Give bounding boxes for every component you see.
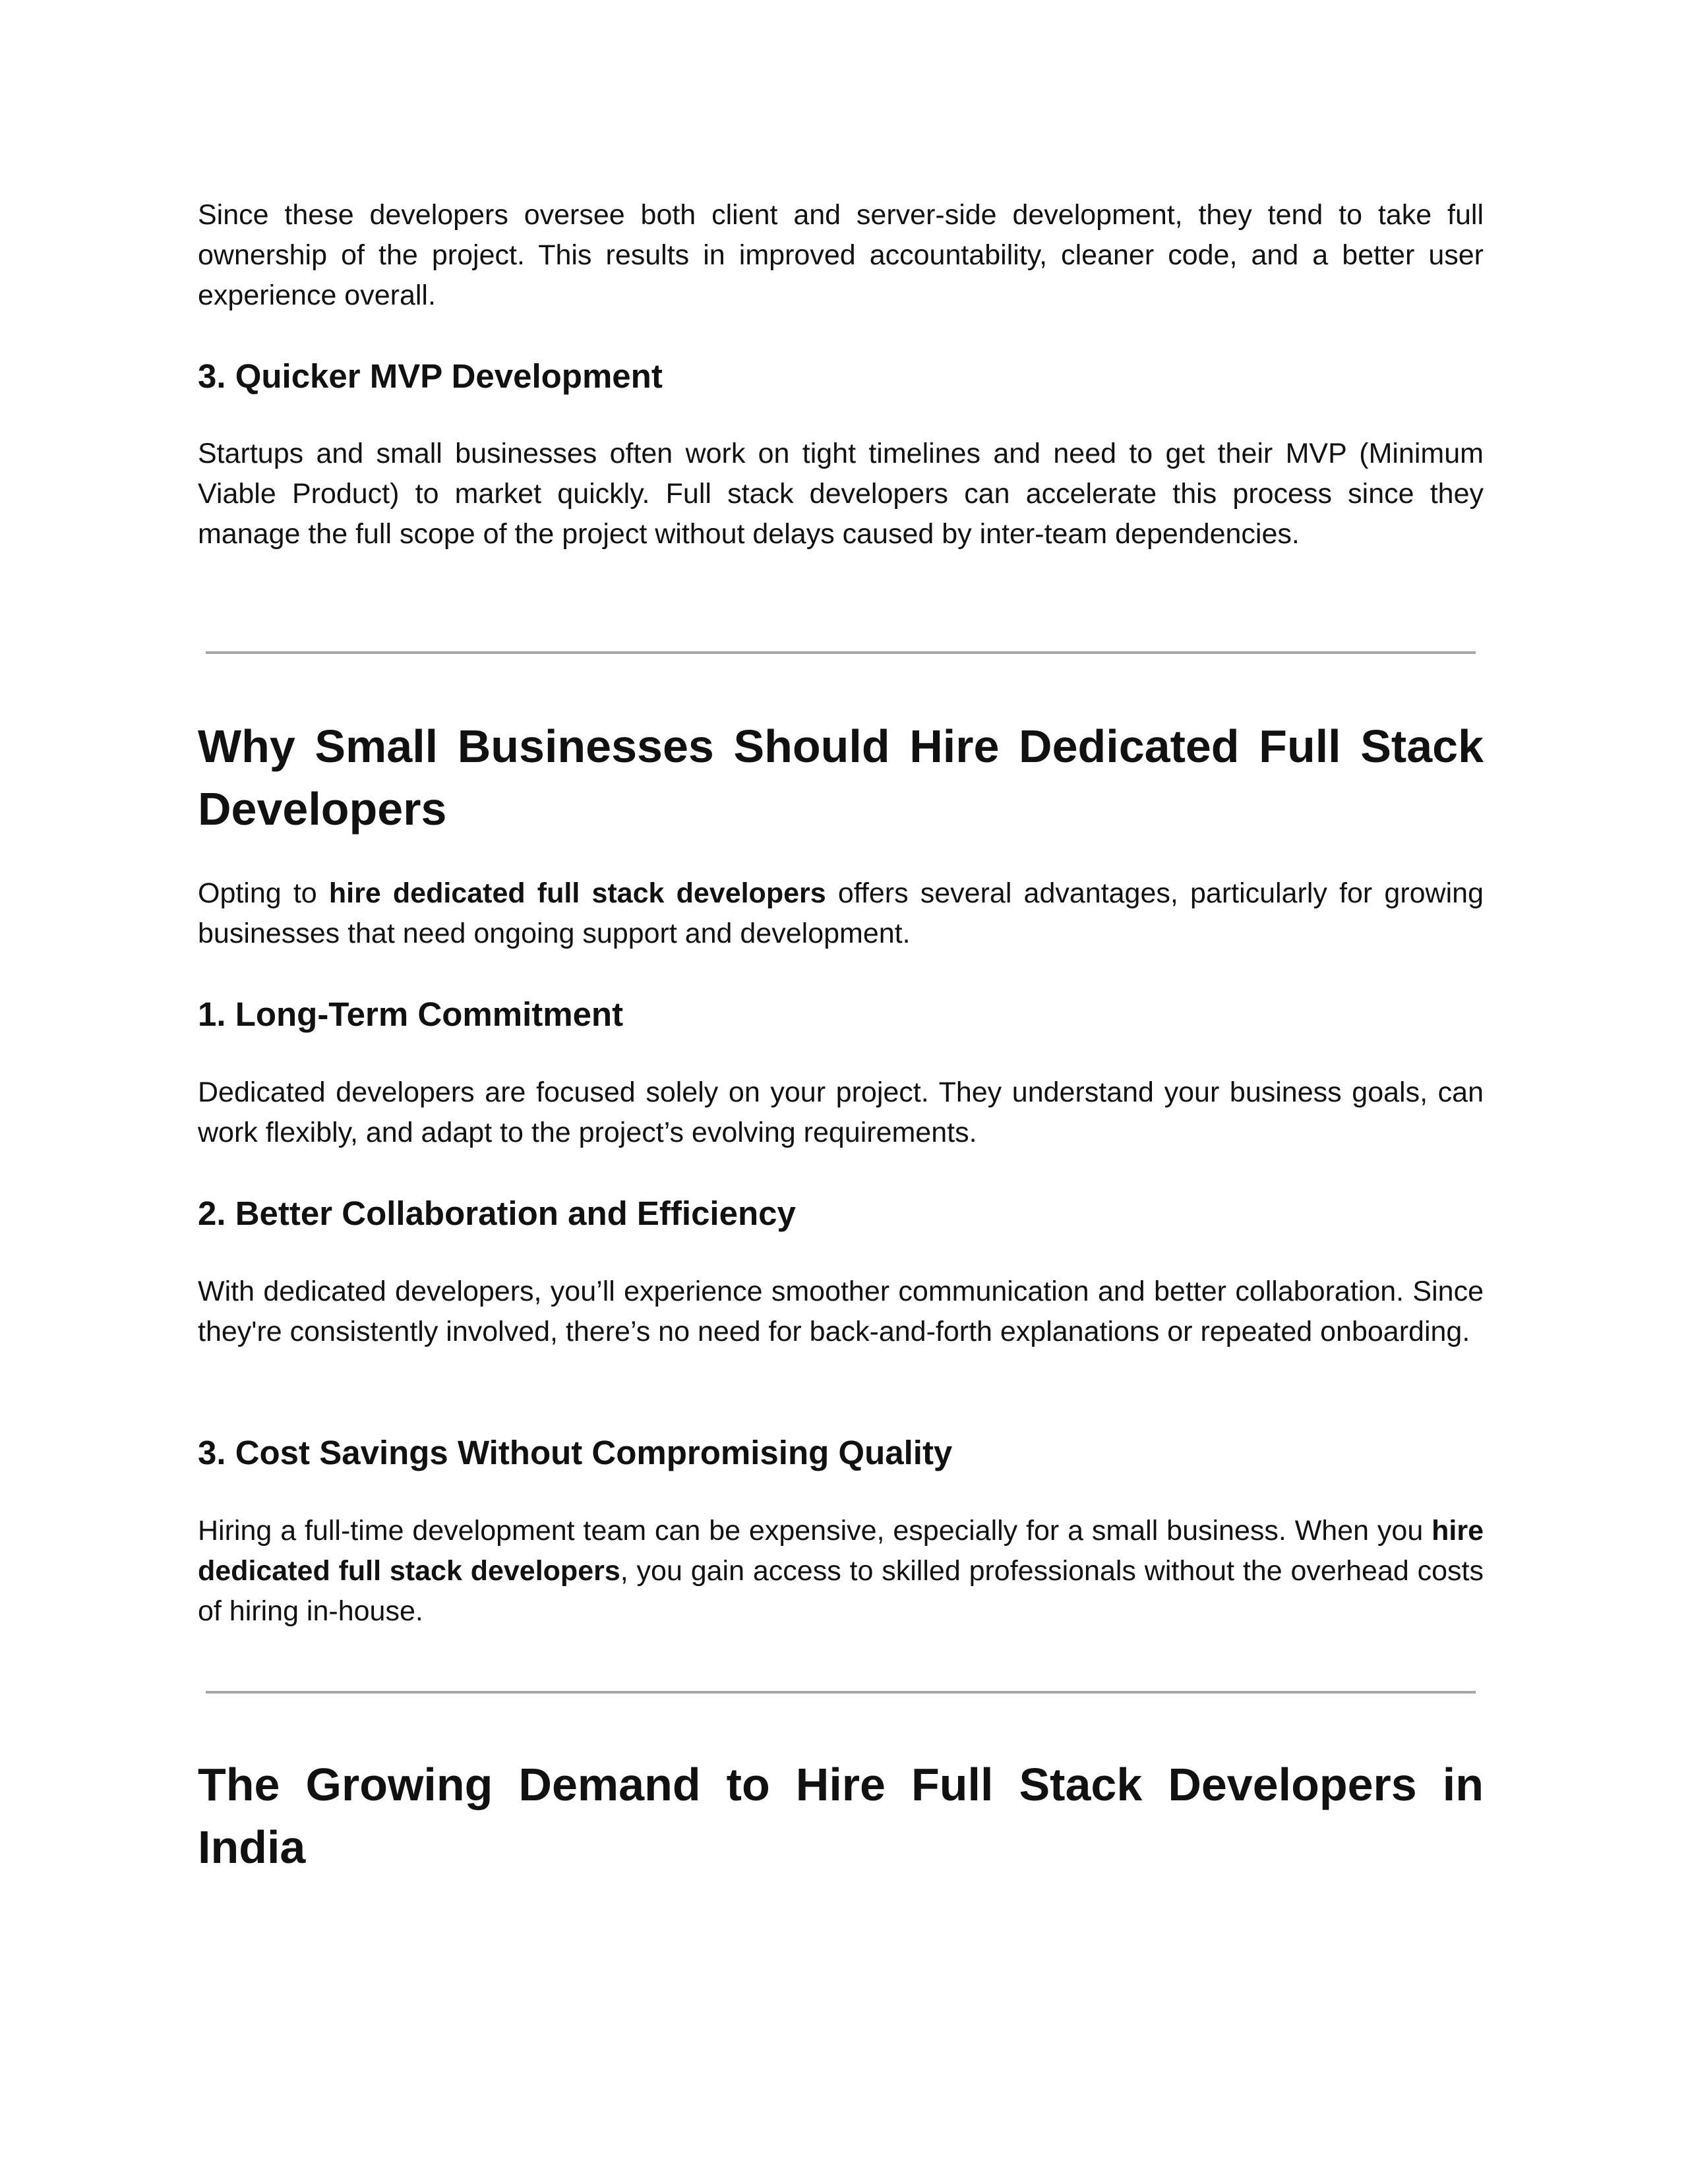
cost-text-after: , you gain access to skilled professionals without the overhead costs of hiring in-house. <box>198 1555 1484 1627</box>
long-term-commitment-paragraph: Dedicated developers are focused solely on your project. They understand your business goals, can work flexibly, and adapt to the project’s evolving requirements. <box>198 1077 1484 1148</box>
heading-quicker-mvp: 3. Quicker MVP Development <box>198 357 663 395</box>
better-collaboration-paragraph: With dedicated developers, you’ll experience smoother communication and better collaboration. Since they're consistently involved, there’s no need for back-and-forth explanations or repeated onboarding. <box>198 1276 1484 1347</box>
heading-small-businesses: Why Small Businesses Should Hire Dedicated Full Stack Developers <box>198 721 1484 835</box>
intro-text-before: Opting to <box>198 877 329 909</box>
quicker-mvp-paragraph: Startups and small businesses often work on tight timelines and need to get their MVP (Minimum Viable Product) to market quickly. Full stack developers can accelerate this process since they manage the full scope of the project without delays caused by inter-team dependencies. <box>198 438 1484 550</box>
cost-savings-paragraph <box>198 1511 1484 1632</box>
heading-cost-savings: 3. Cost Savings Without Compromising Quality <box>198 1434 953 1471</box>
small-businesses-intro <box>198 873 1484 954</box>
heading-long-term-commitment: 1. Long-Term Commitment <box>198 995 624 1033</box>
intro-text-after: offers several advantages, particularly for growing businesses that need ongoing support and development. <box>198 877 1484 949</box>
section-divider <box>206 1691 1476 1694</box>
heading-better-collaboration: 2. Better Collaboration and Efficiency <box>198 1195 796 1232</box>
intro-bold-keyword: hire dedicated full stack developers <box>328 877 826 909</box>
section-divider <box>206 651 1476 654</box>
heading-growing-demand-india: The Growing Demand to Hire Full Stack Developers in India <box>198 1759 1484 1873</box>
cost-bold-keyword: hire dedicated full stack developers <box>198 1515 1484 1587</box>
intro-paragraph: Since these developers oversee both client and server-side development, they tend to take full ownership of the project. This results in improved accountability, cleaner code, and a better user experience overall. <box>198 199 1484 311</box>
cost-text-before: Hiring a full-time development team can be expensive, especially for a small business. When you <box>198 1515 1432 1547</box>
